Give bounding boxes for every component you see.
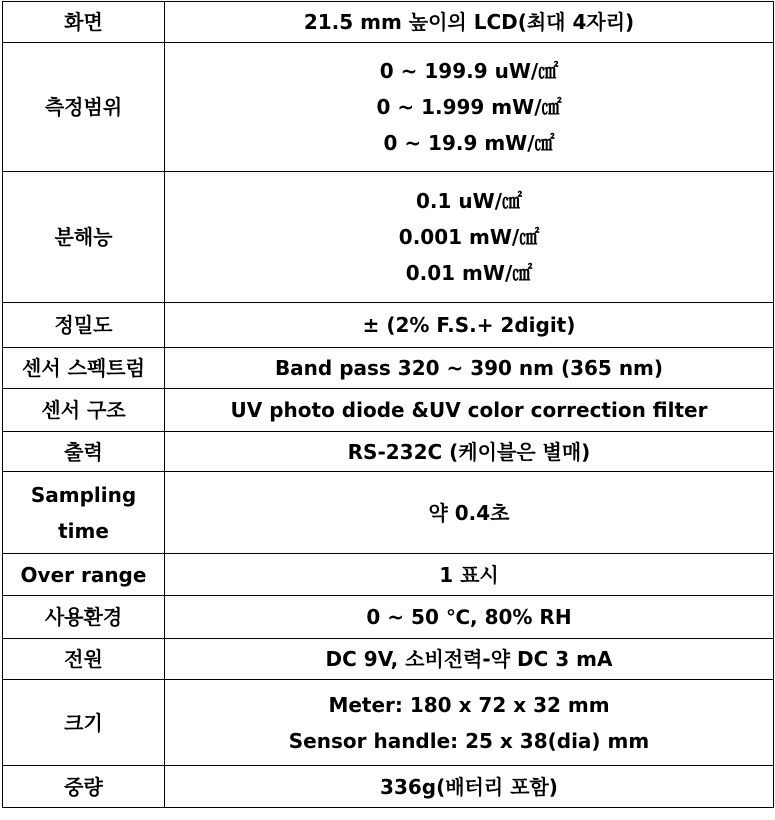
row-value — [165, 43, 774, 172]
value-line: Meter: 180 x 72 x 32 mm — [328, 692, 610, 717]
row-label: 크기 — [3, 680, 165, 766]
row-value — [165, 2, 774, 43]
row-label: 측정범위 — [3, 43, 165, 172]
row-value — [165, 596, 774, 639]
table-row — [3, 2, 774, 43]
table-row — [3, 348, 774, 389]
value-line: 0.01 mW/㎠ — [405, 261, 533, 285]
value-line: 0.001 mW/㎠ — [398, 225, 540, 249]
row-label: 사용환경 — [3, 596, 165, 639]
row-label-line: Sampling — [30, 482, 137, 507]
row-label: 분해능 — [3, 172, 165, 303]
row-value — [165, 172, 774, 303]
row-label — [3, 472, 165, 554]
value-line: ± (2% F.S.+ 2digit) — [362, 313, 576, 337]
row-value — [165, 432, 774, 472]
row-label: 정밀도 — [3, 303, 165, 348]
value-line: 0 ~ 199.9 uW/㎠ — [379, 59, 559, 83]
value-line: 약 0.4초 — [428, 500, 510, 525]
table-row — [3, 303, 774, 348]
row-value — [165, 472, 774, 554]
row-value — [165, 639, 774, 680]
row-value — [165, 766, 774, 808]
table-row — [3, 43, 774, 172]
row-label-line: time — [58, 518, 109, 543]
table-row — [3, 680, 774, 766]
table-row — [3, 639, 774, 680]
row-label: Over range — [3, 554, 165, 596]
table-row — [3, 432, 774, 472]
row-label: 센서 구조 — [3, 389, 165, 432]
value-line: Band pass 320 ~ 390 nm (365 nm) — [274, 356, 664, 380]
row-label: 출력 — [3, 432, 165, 472]
row-label: 센서 스펙트럼 — [3, 348, 165, 389]
row-value — [165, 680, 774, 766]
value-line: 21.5 mm 높이의 LCD(최대 4자리) — [303, 10, 635, 34]
table-row — [3, 389, 774, 432]
row-label: 전원 — [3, 639, 165, 680]
row-value — [165, 554, 774, 596]
table-row — [3, 766, 774, 808]
value-line: 0 ~ 50 ℃, 80% RH — [366, 605, 572, 629]
value-line: 0 ~ 19.9 mW/㎠ — [383, 131, 555, 155]
table-row — [3, 554, 774, 596]
value-line: 336g(배터리 포함) — [380, 774, 558, 799]
value-line: 0 ~ 1.999 mW/㎠ — [376, 95, 562, 119]
value-line: UV photo diode &UV color correction filter — [230, 398, 708, 422]
table-row — [3, 172, 774, 303]
value-line: 0.1 uW/㎠ — [416, 189, 522, 213]
value-line: RS-232C (케이블은 별매) — [347, 439, 591, 464]
spec-table — [2, 1, 774, 808]
table-row — [3, 596, 774, 639]
value-line: 1 표시 — [439, 562, 499, 587]
row-value — [165, 303, 774, 348]
row-value — [165, 348, 774, 389]
value-line: DC 9V, 소비전력-약 DC 3 mA — [325, 647, 613, 671]
row-value — [165, 389, 774, 432]
row-label: 중량 — [3, 766, 165, 808]
row-label: 화면 — [3, 2, 165, 43]
value-line: Sensor handle: 25 x 38(dia) mm — [288, 728, 650, 753]
table-row — [3, 472, 774, 554]
